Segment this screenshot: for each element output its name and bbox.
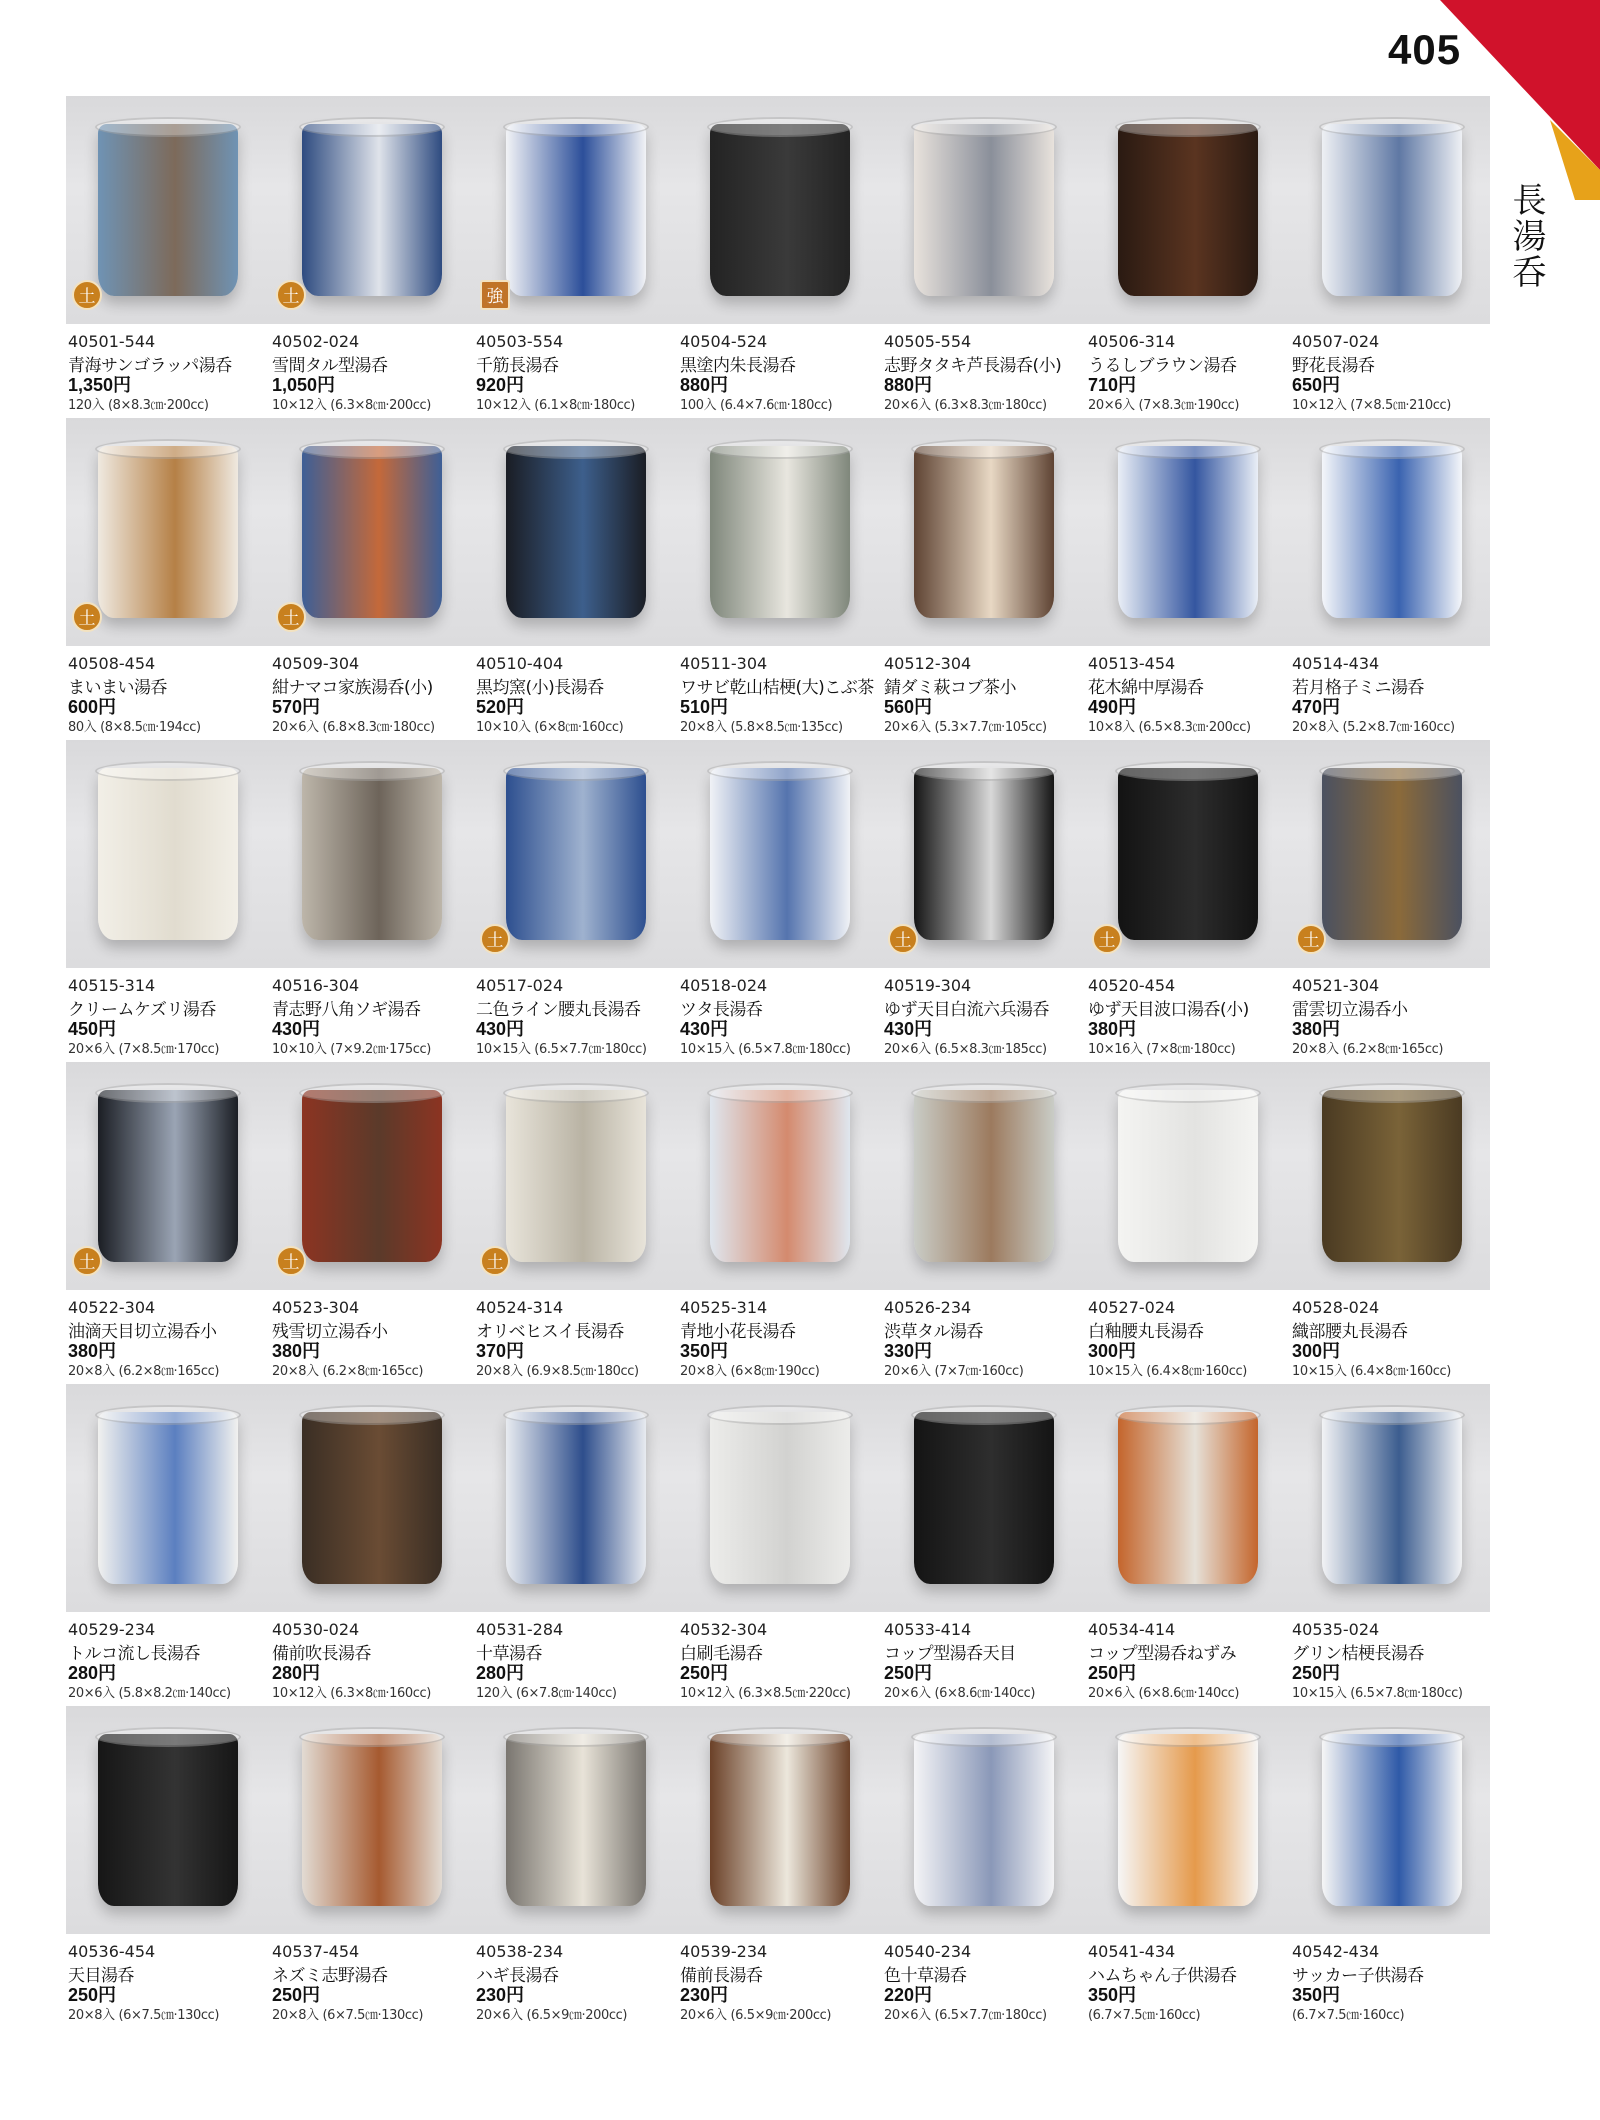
- product-spec: 20×6入 (6×8.6㎝·140cc): [1088, 1686, 1240, 1701]
- product-price: 250円: [1292, 1663, 1341, 1683]
- product-spec: 20×6入 (7×7㎝·160cc): [884, 1364, 1024, 1379]
- product-item[interactable]: [68, 1062, 273, 1382]
- product-price: 350円: [1292, 1985, 1341, 2005]
- product-spec: 20×6入 (6.5×9㎝·200cc): [680, 2008, 832, 2023]
- product-price: 710円: [1088, 375, 1137, 395]
- product-spec: 20×8入 (6.2×8㎝·165cc): [68, 1364, 220, 1379]
- product-name: クリームケズリ湯呑: [68, 1000, 216, 1020]
- product-photo: [914, 1412, 1054, 1584]
- material-badge: 土: [888, 924, 918, 954]
- product-item[interactable]: [680, 418, 885, 738]
- product-item[interactable]: [1088, 740, 1293, 1060]
- product-price: 570円: [272, 697, 321, 717]
- product-item[interactable]: [272, 740, 477, 1060]
- product-code: 40516-304: [272, 976, 360, 995]
- product-name: ハギ長湯呑: [476, 1966, 559, 1986]
- product-price: 880円: [680, 375, 729, 395]
- product-code: 40527-024: [1088, 1298, 1176, 1317]
- product-spec: 20×6入 (5.8×8.2㎝·140cc): [68, 1686, 231, 1701]
- product-price: 300円: [1292, 1341, 1341, 1361]
- product-price: 430円: [272, 1019, 321, 1039]
- product-item[interactable]: [884, 1384, 1089, 1704]
- product-photo: [506, 446, 646, 618]
- product-name: 青海サンゴラッパ湯呑: [68, 356, 232, 376]
- product-photo: [1118, 1090, 1258, 1262]
- product-spec: 10×8入 (6.5×8.3㎝·200cc): [1088, 720, 1251, 735]
- product-photo: [710, 768, 850, 940]
- product-item[interactable]: [884, 740, 1089, 1060]
- product-price: 230円: [680, 1985, 729, 2005]
- product-code: 40507-024: [1292, 332, 1380, 351]
- product-price: 280円: [476, 1663, 525, 1683]
- product-code: 40522-304: [68, 1298, 156, 1317]
- product-item[interactable]: [1088, 1384, 1293, 1704]
- product-name: サッカー子供湯呑: [1292, 1966, 1424, 1986]
- product-item[interactable]: [476, 1384, 681, 1704]
- product-item[interactable]: [884, 1706, 1089, 2026]
- product-photo: [914, 1090, 1054, 1262]
- product-code: 40513-454: [1088, 654, 1176, 673]
- product-code: 40520-454: [1088, 976, 1176, 995]
- product-photo: [506, 124, 646, 296]
- product-spec: 20×8入 (6×7.5㎝·130cc): [272, 2008, 424, 2023]
- product-item[interactable]: [476, 96, 681, 416]
- material-badge: 土: [72, 280, 102, 310]
- product-code: 40502-024: [272, 332, 360, 351]
- product-code: 40518-024: [680, 976, 768, 995]
- product-price: 250円: [1088, 1663, 1137, 1683]
- product-photo: [302, 768, 442, 940]
- product-name: コップ型湯呑ねずみ: [1088, 1644, 1237, 1664]
- product-name: トルコ流し長湯呑: [68, 1644, 200, 1664]
- product-spec: (6.7×7.5㎝·160cc): [1292, 2008, 1405, 2023]
- product-photo: [302, 124, 442, 296]
- product-price: 520円: [476, 697, 525, 717]
- product-name: 十草湯呑: [476, 1644, 542, 1664]
- product-spec: 10×12入 (6.1×8㎝·180cc): [476, 398, 635, 413]
- product-code: 40536-454: [68, 1942, 156, 1961]
- product-price: 380円: [1292, 1019, 1341, 1039]
- product-spec: 10×12入 (7×8.5㎝·210cc): [1292, 398, 1451, 413]
- product-item[interactable]: [272, 1384, 477, 1704]
- product-name: 黒塗内朱長湯呑: [680, 356, 796, 376]
- product-photo: [710, 1412, 850, 1584]
- product-name: 雪間タル型湯呑: [272, 356, 388, 376]
- product-spec: 20×6入 (7×8.5㎝·170cc): [68, 1042, 220, 1057]
- product-spec: 20×6入 (6.5×7.7㎝·180cc): [884, 2008, 1047, 2023]
- product-item[interactable]: [1088, 96, 1293, 416]
- product-code: 40517-024: [476, 976, 564, 995]
- product-code: 40529-234: [68, 1620, 156, 1639]
- product-price: 250円: [68, 1985, 117, 2005]
- product-item[interactable]: [68, 1706, 273, 2026]
- product-code: 40524-314: [476, 1298, 564, 1317]
- product-item[interactable]: [68, 740, 273, 1060]
- product-item[interactable]: [884, 418, 1089, 738]
- product-price: 220円: [884, 1985, 933, 2005]
- product-name: オリベヒスイ長湯呑: [476, 1322, 624, 1342]
- product-code: 40504-524: [680, 332, 768, 351]
- product-photo: [1118, 1734, 1258, 1906]
- product-item[interactable]: [272, 418, 477, 738]
- product-item[interactable]: [680, 740, 885, 1060]
- product-item[interactable]: [272, 1062, 477, 1382]
- product-name: 若月格子ミニ湯呑: [1292, 678, 1424, 698]
- product-name: まいまい湯呑: [68, 678, 167, 698]
- product-item[interactable]: [476, 418, 681, 738]
- product-spec: 20×8入 (6.2×8㎝·165cc): [272, 1364, 424, 1379]
- product-code: 40530-024: [272, 1620, 360, 1639]
- product-photo: [914, 124, 1054, 296]
- product-code: 40503-554: [476, 332, 564, 351]
- product-name: 渋草タル湯呑: [884, 1322, 983, 1342]
- material-badge: 土: [72, 602, 102, 632]
- product-spec: 20×8入 (6.2×8㎝·165cc): [1292, 1042, 1444, 1057]
- product-name: 織部腰丸長湯呑: [1292, 1322, 1408, 1342]
- product-name: 青地小花長湯呑: [680, 1322, 796, 1342]
- product-code: 40541-434: [1088, 1942, 1176, 1961]
- product-item[interactable]: [1292, 1384, 1497, 1704]
- product-item[interactable]: [476, 1062, 681, 1382]
- product-name: コップ型湯呑天目: [884, 1644, 1016, 1664]
- product-price: 450円: [68, 1019, 117, 1039]
- product-code: 40528-024: [1292, 1298, 1380, 1317]
- product-photo: [98, 1412, 238, 1584]
- product-price: 250円: [680, 1663, 729, 1683]
- product-spec: 20×6入 (6.8×8.3㎝·180cc): [272, 720, 435, 735]
- product-item[interactable]: [68, 96, 273, 416]
- product-code: 40525-314: [680, 1298, 768, 1317]
- material-badge: 土: [72, 1246, 102, 1276]
- product-spec: 120入 (6×7.8㎝·140cc): [476, 1686, 617, 1701]
- product-name: 白刷毛湯呑: [680, 1644, 763, 1664]
- product-photo: [1322, 768, 1462, 940]
- product-photo: [302, 1734, 442, 1906]
- product-spec: 20×6入 (7×8.3㎝·190cc): [1088, 398, 1240, 413]
- material-badge: 土: [276, 602, 306, 632]
- product-code: 40512-304: [884, 654, 972, 673]
- product-photo: [98, 124, 238, 296]
- product-price: 560円: [884, 697, 933, 717]
- product-photo: [98, 446, 238, 618]
- product-code: 40535-024: [1292, 1620, 1380, 1639]
- product-spec: 10×12入 (6.3×8.5㎝·220cc): [680, 1686, 851, 1701]
- product-photo: [1118, 1412, 1258, 1584]
- product-spec: 20×8入 (6×8㎝·190cc): [680, 1364, 820, 1379]
- product-spec: 20×6入 (6.5×8.3㎝·185cc): [884, 1042, 1047, 1057]
- product-price: 430円: [476, 1019, 525, 1039]
- product-item[interactable]: [272, 96, 477, 416]
- product-photo: [710, 1734, 850, 1906]
- product-price: 350円: [1088, 1985, 1137, 2005]
- product-item[interactable]: [680, 1706, 885, 2026]
- product-name: グリン桔梗長湯呑: [1292, 1644, 1424, 1664]
- product-name: ゆず天目波口湯呑(小): [1088, 1000, 1249, 1020]
- product-name: ゆず天目白流六兵湯呑: [884, 1000, 1049, 1020]
- product-price: 510円: [680, 697, 729, 717]
- product-spec: (6.7×7.5㎝·160cc): [1088, 2008, 1201, 2023]
- product-price: 300円: [1088, 1341, 1137, 1361]
- product-photo: [1118, 446, 1258, 618]
- product-photo: [98, 1090, 238, 1262]
- material-badge: 土: [480, 924, 510, 954]
- product-code: 40531-284: [476, 1620, 564, 1639]
- product-price: 380円: [1088, 1019, 1137, 1039]
- material-badge: 土: [1296, 924, 1326, 954]
- product-price: 250円: [272, 1985, 321, 2005]
- product-code: 40508-454: [68, 654, 156, 673]
- product-item[interactable]: [884, 96, 1089, 416]
- product-code: 40509-304: [272, 654, 360, 673]
- product-photo: [1118, 124, 1258, 296]
- product-code: 40505-554: [884, 332, 972, 351]
- product-price: 280円: [272, 1663, 321, 1683]
- product-name: 備前長湯呑: [680, 1966, 763, 1986]
- product-code: 40537-454: [272, 1942, 360, 1961]
- product-spec: 20×6入 (5.3×7.7㎝·105cc): [884, 720, 1047, 735]
- product-photo: [98, 768, 238, 940]
- product-item[interactable]: [476, 740, 681, 1060]
- product-code: 40514-434: [1292, 654, 1380, 673]
- product-name: ハムちゃん子供湯呑: [1088, 1966, 1237, 1986]
- product-name: 白釉腰丸長湯呑: [1088, 1322, 1204, 1342]
- product-photo: [302, 1090, 442, 1262]
- product-name: 天目湯呑: [68, 1966, 134, 1986]
- product-spec: 10×15入 (6.5×7.8㎝·180cc): [680, 1042, 851, 1057]
- product-spec: 10×16入 (7×8㎝·180cc): [1088, 1042, 1236, 1057]
- page-number: 405: [1388, 26, 1462, 73]
- product-photo: [1322, 124, 1462, 296]
- product-code: 40532-304: [680, 1620, 768, 1639]
- product-spec: 10×12入 (6.3×8㎝·160cc): [272, 1686, 431, 1701]
- product-price: 470円: [1292, 697, 1341, 717]
- product-spec: 10×10入 (6×8㎝·160cc): [476, 720, 624, 735]
- product-code: 40511-304: [680, 654, 768, 673]
- product-name: 残雪切立湯呑小: [272, 1322, 388, 1342]
- product-photo: [506, 1412, 646, 1584]
- product-spec: 100入 (6.4×7.6㎝·180cc): [680, 398, 833, 413]
- material-badge: 土: [276, 1246, 306, 1276]
- product-photo: [710, 124, 850, 296]
- product-name: 野花長湯呑: [1292, 356, 1375, 376]
- product-price: 920円: [476, 375, 525, 395]
- product-spec: 10×15入 (6.5×7.7㎝·180cc): [476, 1042, 647, 1057]
- product-item[interactable]: [884, 1062, 1089, 1382]
- product-item[interactable]: [1292, 96, 1497, 416]
- product-spec: 10×15入 (6.5×7.8㎝·180cc): [1292, 1686, 1463, 1701]
- product-photo: [710, 1090, 850, 1262]
- product-code: 40526-234: [884, 1298, 972, 1317]
- product-spec: 10×10入 (7×9.2㎝·175cc): [272, 1042, 431, 1057]
- product-name: 志野タタキ芦長湯呑(小): [884, 356, 1062, 376]
- product-photo: [302, 1412, 442, 1584]
- product-item[interactable]: [68, 1384, 273, 1704]
- product-photo: [1322, 1734, 1462, 1906]
- product-price: 250円: [884, 1663, 933, 1683]
- product-code: 40506-314: [1088, 332, 1176, 351]
- product-photo: [98, 1734, 238, 1906]
- product-code: 40540-234: [884, 1942, 972, 1961]
- product-name: ネズミ志野湯呑: [272, 1966, 388, 1986]
- product-spec: 80入 (8×8.5㎝·194cc): [68, 720, 201, 735]
- product-price: 280円: [68, 1663, 117, 1683]
- product-photo: [1322, 446, 1462, 618]
- product-photo: [506, 768, 646, 940]
- product-price: 430円: [884, 1019, 933, 1039]
- product-photo: [914, 768, 1054, 940]
- product-price: 380円: [68, 1341, 117, 1361]
- product-price: 1,050円: [272, 375, 336, 395]
- product-spec: 20×6入 (6.5×9㎝·200cc): [476, 2008, 628, 2023]
- product-spec: 10×15入 (6.4×8㎝·160cc): [1088, 1364, 1247, 1379]
- product-item[interactable]: [1088, 1062, 1293, 1382]
- product-name: ワサビ乾山桔梗(大)こぶ茶: [680, 678, 874, 698]
- product-code: 40533-414: [884, 1620, 972, 1639]
- product-code: 40510-404: [476, 654, 564, 673]
- product-price: 1,350円: [68, 375, 132, 395]
- product-code: 40539-234: [680, 1942, 768, 1961]
- product-code: 40542-434: [1292, 1942, 1380, 1961]
- category-title: 長湯呑: [1506, 182, 1546, 290]
- product-item[interactable]: [272, 1706, 477, 2026]
- product-name: 黒均窯(小)長湯呑: [476, 678, 604, 698]
- product-spec: 10×12入 (6.3×8㎝·200cc): [272, 398, 431, 413]
- product-price: 230円: [476, 1985, 525, 2005]
- product-name: うるしブラウン湯呑: [1088, 356, 1237, 376]
- product-item[interactable]: [1292, 740, 1497, 1060]
- product-price: 350円: [680, 1341, 729, 1361]
- product-photo: [1322, 1412, 1462, 1584]
- product-item[interactable]: [1292, 1062, 1497, 1382]
- product-spec: 20×8入 (5.8×8.5㎝·135cc): [680, 720, 843, 735]
- product-name: ツタ長湯呑: [680, 1000, 763, 1020]
- product-photo: [1322, 1090, 1462, 1262]
- product-code: 40519-304: [884, 976, 972, 995]
- product-spec: 20×8入 (5.2×8.7㎝·160cc): [1292, 720, 1455, 735]
- product-name: 油滴天目切立湯呑小: [68, 1322, 217, 1342]
- material-badge: 強: [480, 280, 510, 310]
- product-code: 40501-544: [68, 332, 156, 351]
- product-name: 花木綿中厚湯呑: [1088, 678, 1204, 698]
- product-item[interactable]: [680, 1384, 885, 1704]
- product-photo: [506, 1090, 646, 1262]
- product-price: 380円: [272, 1341, 321, 1361]
- product-item[interactable]: [476, 1706, 681, 2026]
- product-item[interactable]: [680, 96, 885, 416]
- product-photo: [302, 446, 442, 618]
- product-name: 千筋長湯呑: [476, 356, 559, 376]
- product-item[interactable]: [1088, 1706, 1293, 2026]
- product-spec: 20×6入 (6.3×8.3㎝·180cc): [884, 398, 1047, 413]
- product-item[interactable]: [1292, 418, 1497, 738]
- product-name: 青志野八角ソギ湯呑: [272, 1000, 421, 1020]
- product-code: 40521-304: [1292, 976, 1380, 995]
- product-item[interactable]: [1088, 418, 1293, 738]
- material-badge: 土: [1092, 924, 1122, 954]
- product-spec: 120入 (8×8.3㎝·200cc): [68, 398, 209, 413]
- product-spec: 10×15入 (6.4×8㎝·160cc): [1292, 1364, 1451, 1379]
- product-spec: 20×8入 (6.9×8.5㎝·180cc): [476, 1364, 639, 1379]
- product-photo: [1118, 768, 1258, 940]
- product-name: 錆ダミ萩コブ茶小: [884, 678, 1016, 698]
- product-item[interactable]: [680, 1062, 885, 1382]
- product-photo: [710, 446, 850, 618]
- product-code: 40538-234: [476, 1942, 564, 1961]
- product-name: 紺ナマコ家族湯呑(小): [272, 678, 433, 698]
- product-code: 40515-314: [68, 976, 156, 995]
- product-price: 490円: [1088, 697, 1137, 717]
- product-price: 370円: [476, 1341, 525, 1361]
- product-code: 40534-414: [1088, 1620, 1176, 1639]
- product-photo: [506, 1734, 646, 1906]
- product-price: 330円: [884, 1341, 933, 1361]
- product-name: 雷雲切立湯呑小: [1292, 1000, 1408, 1020]
- product-item[interactable]: [1292, 1706, 1497, 2026]
- product-price: 430円: [680, 1019, 729, 1039]
- product-price: 880円: [884, 375, 933, 395]
- product-name: 備前吹長湯呑: [272, 1644, 371, 1664]
- product-name: 色十草湯呑: [884, 1966, 967, 1986]
- product-spec: 20×8入 (6×7.5㎝·130cc): [68, 2008, 220, 2023]
- product-code: 40523-304: [272, 1298, 360, 1317]
- product-photo: [914, 446, 1054, 618]
- product-name: 二色ライン腰丸長湯呑: [476, 1000, 641, 1020]
- product-spec: 20×6入 (6×8.6㎝·140cc): [884, 1686, 1036, 1701]
- product-price: 650円: [1292, 375, 1341, 395]
- material-badge: 土: [276, 280, 306, 310]
- product-price: 600円: [68, 697, 117, 717]
- product-photo: [914, 1734, 1054, 1906]
- material-badge: 土: [480, 1246, 510, 1276]
- product-item[interactable]: [68, 418, 273, 738]
